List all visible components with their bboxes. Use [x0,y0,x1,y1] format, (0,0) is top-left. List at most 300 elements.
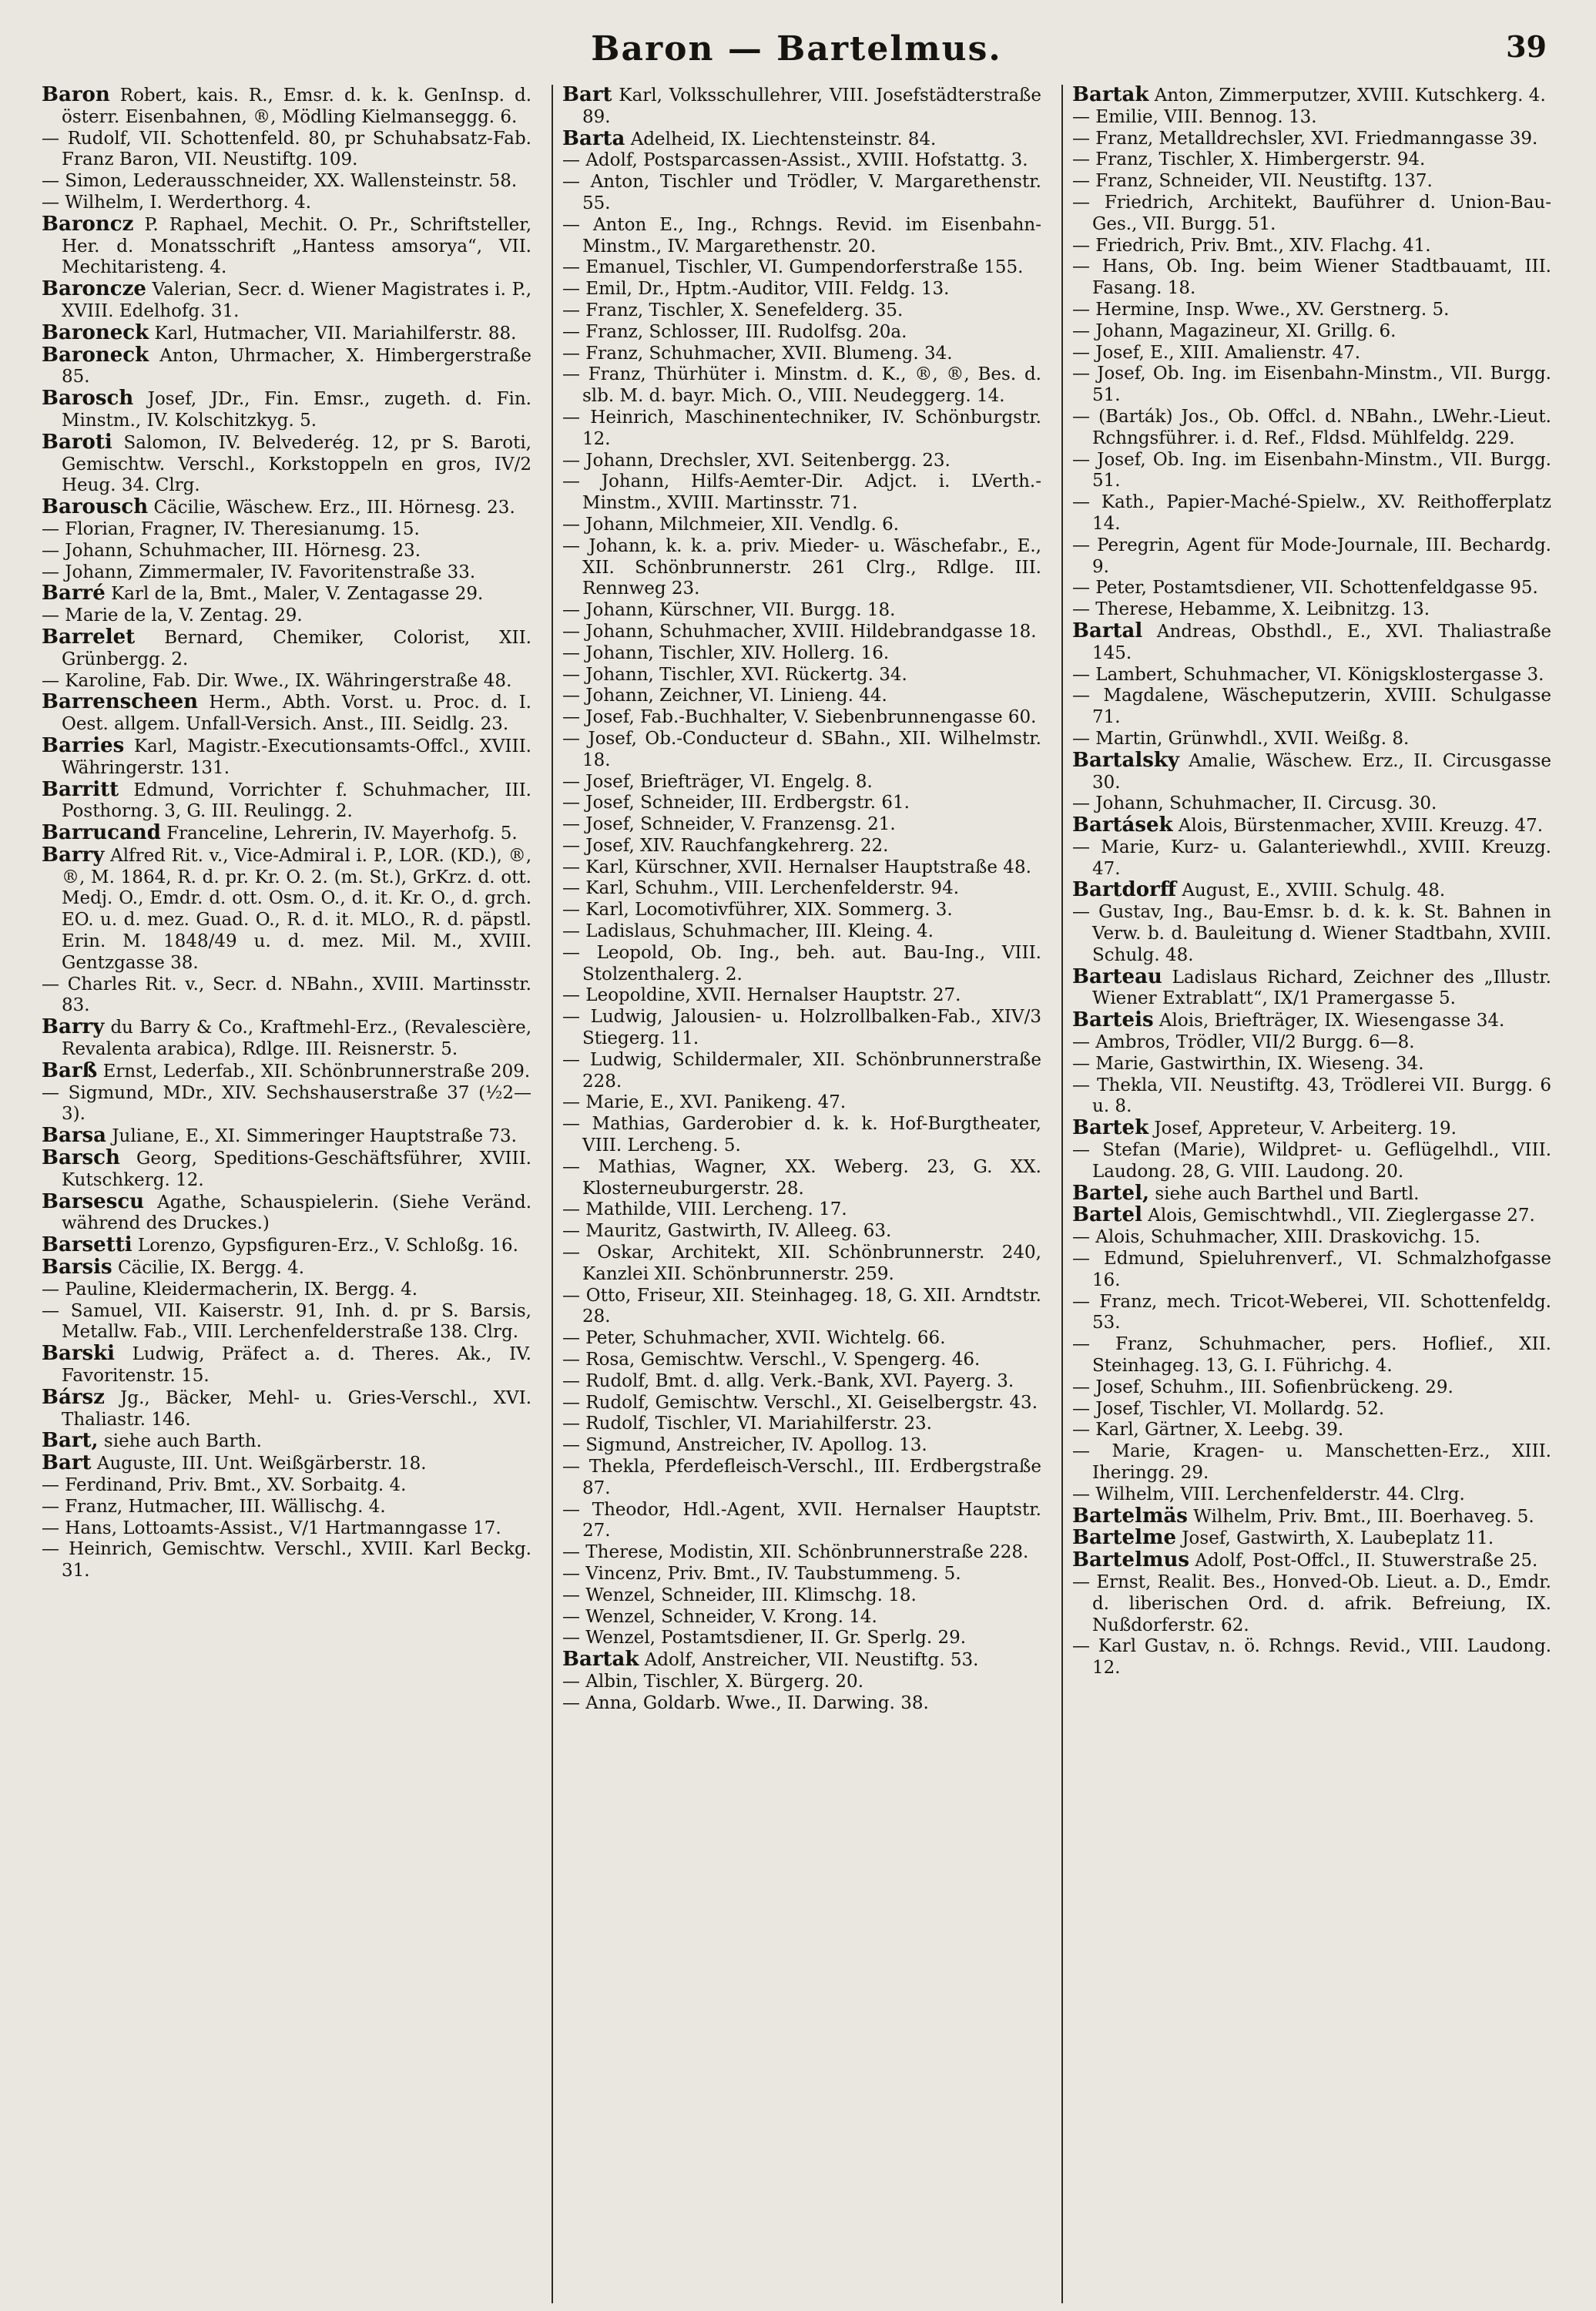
entry-text: — Samuel, VII. Kaiserstr. 91, Inh. d. pr S. Barsis, Metallw. Fab., VIII. Lerchenfelderstraße 138. Clrg. [42,1300,531,1343]
directory-entry [562,344,1041,365]
entry-text: — Charles Rit. v., Secr. d. NBahn., XVIII. Martinsstr. 83. [42,974,531,1016]
directory-entry [1072,964,1551,1011]
entry-surname: Bartel [1072,1203,1142,1227]
directory-entry [562,1585,1041,1607]
entry-text: — Heinrich, Maschinentechniker, IV. Schönburgstr. 12. [562,407,1041,449]
directory-entry [562,1542,1041,1564]
entry-text: — Theodor, Hdl.-Agent, XVII. Hernalser Hauptstr. 27. [562,1499,1041,1541]
entry-text: Franceline, Lehrerin, IV. Mayerhofg. 5. [166,823,518,844]
directory-entry [562,857,1041,879]
entry-text: Herm., Abth. Vorst. u. Proc. d. I. Oest. allgem. Unfall-Versich. Anst., III. Seidlg. 23. [62,693,531,735]
directory-entry [1072,1010,1551,1032]
directory-entry [562,729,1041,772]
directory-entry [562,451,1041,472]
entry-text: — Ludwig, Jalousien- u. Holzrollbalken-Fab., XIV/3 Stiegerg. 11. [562,1007,1041,1049]
directory-entry [1072,535,1551,579]
entry-text: Karl, Volksschullehrer, VIII. Josefstädterstraße 89. [582,86,1041,127]
directory-entry [1072,107,1551,129]
entry-text: Bernard, Chemiker, Colorist, XII. Grünbergg. 2. [62,627,531,669]
entry-text: — Peter, Schuhmacher, XVII. Wichtelg. 66. [562,1328,946,1349]
directory-entry [42,1431,531,1453]
entry-text: — Thekla, VII. Neustiftg. 43, Trödlerei VII. Burgg. 6 u. 8. [1072,1075,1551,1117]
entry-text: — Wilhelm, VIII. Lerchenfelderstr. 44. Clrg. [1072,1484,1465,1504]
entry-surname: Bársz [42,1385,105,1409]
entry-text: — Leopoldine, XVII. Hernalser Hauptstr. 27. [562,985,961,1006]
directory-entry [42,1497,531,1518]
entry-text: Ladislaus Richard, Zeichner des „Illustr. Wiener Extrablatt“, IX/1 Pramergasse 5. [1092,967,1551,1009]
directory-entry [1072,492,1551,535]
entry-text: August, E., XVIII. Schulg. 48. [1182,880,1446,901]
entry-surname: Bartak [1072,85,1149,106]
entry-text: — Emil, Dr., Hptm.-Auditor, VIII. Feldg. 13. [562,279,950,300]
directory-entry [42,1343,531,1387]
directory-entry [562,643,1041,665]
directory-entry [42,562,531,584]
entry-surname: Barsetti [42,1233,132,1257]
entry-text: — Franz, Tischler, X. Senefelderg. 35. [562,300,904,320]
directory-entry [42,1189,531,1236]
entry-text: — Johann, Kürschner, VII. Burgg. 18. [562,600,896,621]
entry-text: — Marie, E., XVI. Panikeng. 47. [562,1092,847,1113]
directory-entry [562,172,1041,215]
directory-entry [562,1050,1041,1093]
directory-entry [42,129,531,172]
entry-surname: Bartel, [1072,1181,1150,1205]
entry-surname: Baroncz [42,212,134,236]
entry-text: — Josef, Schneider, III. Erdbergstr. 61. [562,793,910,813]
directory-entry [1072,321,1551,343]
entry-text: Alois, Bürstenmacher, XVIII. Kreuzg. 47. [1178,816,1544,837]
entry-surname: Barrelet [42,625,136,649]
directory-entry [562,257,1041,279]
directory-entry [42,1539,531,1582]
entry-text: — Wilhelm, I. Werderthorg. 4. [42,192,312,213]
entry-text: — Anton E., Ing., Rchngs. Revid. im Eisenbahn-Minstm., IV. Margarethenstr. 20. [562,214,1041,257]
directory-entry [1072,1506,1551,1528]
entry-text: — Karl, Kürschner, XVII. Hernalser Hauptstraße 48. [562,857,1031,877]
directory-entry [562,814,1041,836]
entry-text: — Marie de la, V. Zentag. 29. [42,605,303,626]
directory-entry [42,823,531,845]
entry-text: — Mathilde, VIII. Lercheng. 17. [562,1199,847,1220]
entry-text: — Hermine, Insp. Wwe., XV. Gerstnerg. 5. [1072,299,1450,320]
directory-entry [562,1564,1041,1585]
entry-text: — Josef, E., XIII. Amalienstr. 47. [1072,342,1361,363]
directory-entry [42,345,531,389]
directory-entry [562,471,1041,515]
directory-entry [42,1125,531,1148]
entry-text: — Karl, Gärtner, X. Leebg. 39. [1072,1420,1344,1441]
entry-surname: Bartal [1072,619,1143,642]
entry-text: — Ladislaus, Schuhmacher, III. Kleing. 4. [562,921,934,942]
entry-surname: Barries [42,733,125,757]
directory-entry [562,215,1041,258]
entry-text: — Josef, Ob.-Conducteur d. SBahn., XII. Wilhelmstr. 18. [562,728,1041,770]
directory-entry [1072,1183,1551,1206]
entry-text: — Johann, Magazineur, XI. Grillg. 6. [1072,320,1396,341]
entry-surname: Barry [42,1015,105,1039]
directory-entry [1072,1572,1551,1636]
entry-text: — Johann, Schuhmacher, II. Circusg. 30. [1072,793,1437,814]
entry-text: Cäcilie, Wäschew. Erz., III. Hörnesg. 23. [153,498,515,518]
entry-text: — Kath., Papier-Maché-Spielw., XV. Reithofferplatz 14. [1072,492,1551,534]
entry-text: — Johann, Schuhmacher, III. Hörnesg. 23. [42,540,421,561]
entry-text: — Ernst, Realit. Bes., Honved-Ob. Lieut. a. D., Emdr. d. liberischen Ord. d. afrik. Befreiung, IX. Nußdorferstr. 62. [1072,1571,1551,1635]
entry-text: — Heinrich, Gemischtw. Verschl., XVIII. Karl Beckg. 31. [42,1539,531,1581]
directory-entry [1072,257,1551,300]
directory-entry [562,836,1041,857]
directory-entry [562,1435,1041,1457]
entry-text: — Hans, Lottoamts-Assist., V/1 Hartmanngasse 17. [42,1518,501,1538]
entry-text: — Josef, Fab.-Buchhalter, V. Siebenbrunnengasse 60. [562,707,1037,728]
entry-text: — Simon, Lederausschneider, XX. Wallensteinstr. 58. [42,171,518,192]
entry-surname: Bart, [42,1429,99,1453]
directory-entry [42,974,531,1018]
directory-entry [562,364,1041,408]
entry-text: — Therese, Modistin, XII. Schönbrunnerstraße 228. [562,1542,1029,1563]
directory-entry [1072,149,1551,171]
entry-text: — Franz, Schlosser, III. Rudolfsg. 20a. [562,321,907,342]
entry-surname: Bartak [562,1648,639,1672]
directory-entry [42,279,531,323]
directory-entry [1072,665,1551,686]
entry-text: — Vincenz, Priv. Bmt., IV. Taubstummeng. 5. [562,1563,961,1584]
entry-text: Robert, kais. R., Emsr. d. k. k. GenInsp. d. österr. Eisenbahnen, ®, Mödling Kielmanseggg. 6. [62,86,531,127]
entry-text: Karl, Magistr.-Executionsamts-Offcl., XVIII. Währingerstr. 131. [62,736,531,778]
directory-entry [1072,1032,1551,1054]
directory-entry [42,214,531,279]
entry-text: — Josef, XIV. Rauchfangkehrerg. 22. [562,835,889,856]
directory-entry [42,1058,531,1083]
entry-text: Anton, Uhrmacher, X. Himbergerstraße 85. [62,345,531,387]
entry-text: — Pauline, Kleidermacherin, IX. Bergg. 4. [42,1279,418,1300]
directory-entry [562,793,1041,814]
entry-text: — Ludwig, Schildermaler, XII. Schönbrunnerstraße 228. [562,1049,1041,1092]
entry-text: — Ambros, Trödler, VII/2 Burgg. 6—8. [1072,1032,1415,1053]
directory-entry [562,1221,1041,1243]
directory-entry [42,671,531,693]
directory-entry [1072,1377,1551,1399]
directory-entry [1072,1249,1551,1292]
entry-text: Adolf, Anstreicher, VII. Neustiftg. 53. [644,1650,979,1671]
entry-surname: Barritt [42,777,119,801]
entry-text: — Josef, Briefträger, VI. Engelg. 8. [562,771,873,792]
directory-entry [562,1350,1041,1371]
page-title: Baron — Bartelmus. [591,29,1002,69]
entry-text: Salomon, IV. Belvederég. 12, pr S. Baroti, Gemischtw. Verschl., Korkstoppeln en gros, IV/2 Heug. 34. Clrg. [62,432,531,496]
entry-text: — Mathias, Garderobier d. k. k. Hof-Burgtheater, VIII. Lercheng. 5. [562,1114,1041,1156]
entry-text: — Sigmund, MDr., XIV. Sechshauserstraße 37 (½2—3). [42,1082,531,1125]
directory-entry [42,1257,531,1280]
entry-text: — Anton, Tischler und Trödler, V. Margarethenstr. 55. [562,172,1041,213]
directory-entry [562,921,1041,943]
entry-text: — Josef, Schneider, V. Franzensg. 21. [562,814,896,835]
directory-entry [562,985,1041,1007]
directory-entry [562,408,1041,451]
directory-entry [562,1500,1041,1543]
entry-text: — Johann, Schuhmacher, XVIII. Hildebrandgasse 18. [562,621,1037,642]
entry-text: — Franz, Hutmacher, III. Wällischg. 4. [42,1496,386,1517]
directory-entry [562,1693,1041,1715]
directory-entry [562,1457,1041,1500]
directory-entry [562,1628,1041,1649]
directory-entry [42,1083,531,1126]
entry-surname: Barosch [42,387,134,411]
entry-text: — Johann, Hilfs-Aemter-Dir. Adjct. i. LVerth.-Minstm., XVIII. Martinsstr. 71. [562,471,1041,514]
directory-entry [42,605,531,627]
entry-surname: Barta [562,126,625,150]
entry-text: — Therese, Hebamme, X. Leibnitzg. 13. [1072,599,1430,620]
entry-surname: Barsch [42,1146,120,1170]
directory-entry [1072,1636,1551,1679]
entry-text: — Emanuel, Tischler, VI. Gumpendorferstraße 155. [562,257,1024,278]
directory-entry [42,1301,531,1344]
directory-entry [562,322,1041,344]
entry-surname: Baroti [42,430,112,454]
entry-text: — Hans, Ob. Ing. beim Wiener Stadtbauamt, III. Fasang. 18. [1072,257,1551,299]
directory-entry [1072,1550,1551,1572]
directory-entry [1072,407,1551,450]
page-header [42,26,1551,72]
entry-text: — Marie, Kragen- u. Manschetten-Erz., XIII. Iheringg. 29. [1072,1441,1551,1483]
entry-text: — Emilie, VIII. Bennog. 13. [1072,106,1317,127]
entry-text: Adolf, Post-Offcl., II. Stuwerstraße 25. [1195,1551,1538,1571]
entry-text: — Johann, Zimmermaler, IV. Favoritenstraße 33. [42,562,476,582]
entry-surname: Bartelmus [1072,1548,1190,1572]
directory-entry [562,300,1041,322]
entry-text: — Ferdinand, Priv. Bmt., XV. Sorbaitg. 4. [42,1475,407,1495]
directory-entry [562,900,1041,921]
entry-text: Amalie, Wäschew. Erz., II. Circusgasse 30. [1092,750,1551,793]
directory-entry [42,845,531,974]
directory-entry [1072,1227,1551,1249]
entry-text: — Albin, Tischler, X. Bürgerg. 20. [562,1671,863,1692]
directory-entry [1072,1420,1551,1441]
directory-entry [562,707,1041,729]
entry-surname: Barteau [1072,964,1162,988]
directory-entry [562,1371,1041,1393]
entry-text: — Franz, Thürhüter i. Minstm. d. K., ®, ®, Bes. d. slb. M. d. bayr. Mich. O., VIII. Neudeggerg. 14. [562,364,1041,407]
entry-surname: Barsescu [42,1189,145,1213]
entry-text: — Franz, Schuhmacher, XVII. Blumeng. 34. [562,343,953,364]
directory-entry [1072,1528,1551,1550]
entry-text: — Wenzel, Schneider, III. Klimschg. 18. [562,1585,917,1605]
directory-entry [42,1387,531,1431]
directory-entry [1072,815,1551,837]
entry-text: — Karoline, Fab. Dir. Wwe., IX. Währingerstraße 48. [42,670,512,691]
page-number: 39 [1506,29,1547,64]
directory-entry [1072,880,1551,902]
column-middle [552,85,1041,2303]
entry-text: — Josef, Tischler, VI. Mollardg. 52. [1072,1398,1385,1419]
entry-text: — Josef, Schuhm., III. Sofienbrückeng. 29. [1072,1377,1454,1397]
entry-text: Anton, Zimmerputzer, XVIII. Kutschkerg. 4. [1154,86,1546,106]
directory-entry [1072,236,1551,257]
entry-text: — Gustav, Ing., Bau-Emsr. b. d. k. k. St. Bahnen in Verw. b. d. Bauleitung d. Wiener Stadtbahn, XVIII. Schulg. 48. [1072,902,1551,965]
directory-entry [562,1007,1041,1050]
entry-text: — Friedrich, Architekt, Bauführer d. Union-Bau-Ges., VII. Burgg. 51. [1072,192,1551,234]
directory-entry [42,692,531,736]
directory-entry [1072,1054,1551,1075]
entry-text: — Rosa, Gemischtw. Verschl., V. Spengerg. 46. [562,1350,981,1370]
directory-entry [1072,1205,1551,1227]
directory-entry [562,686,1041,707]
directory-entry [562,772,1041,793]
directory-entry [42,583,531,605]
directory-entry [42,432,531,497]
directory-entry [42,1148,531,1192]
directory-entry [562,279,1041,300]
directory-entry [562,622,1041,643]
directory-entry [1072,1334,1551,1377]
entry-text: Josef, Gastwirth, X. Laubeplatz 11. [1182,1528,1494,1549]
entry-text: Georg, Speditions-Geschäftsführer, XVIII. Kutschkerg. 12. [62,1149,531,1190]
entry-text: — Rudolf, Tischler, VI. Mariahilferstr. 23. [562,1414,932,1434]
entry-surname: Bartalsky [1072,748,1180,772]
directory-entry [42,171,531,193]
entry-text: — Johann, Drechsler, XVI. Seitenbergg. 23. [562,450,951,471]
entry-surname: Barß [42,1058,98,1082]
entry-surname: Bartdorff [1072,878,1177,902]
entry-text: — Wenzel, Schneider, V. Krong. 14. [562,1606,877,1627]
entry-text: Agathe, Schauspielerin. (Siehe Veränd. während des Druckes.) [62,1192,531,1234]
entry-text: — Leopold, Ob. Ing., beh. aut. Bau-Ing., VIII. Stolzenthalerg. 2. [562,942,1041,984]
directory-entry [1072,343,1551,364]
entry-surname: Barsis [42,1256,112,1280]
entry-text: — Sigmund, Anstreicher, IV. Apollog. 13. [562,1435,927,1456]
entry-text: — Alois, Schuhmacher, XIII. Draskovichg. 15. [1072,1227,1480,1248]
entry-text: — Franz, Schuhmacher, pers. Hoflief., XII. Steinhageg. 13, G. I. Führichg. 4. [1072,1334,1551,1377]
entry-surname: Barrenscheen [42,690,199,714]
entry-text: — Marie, Kurz- u. Galanteriewhdl., XVIII. Kreuzg. 47. [1072,837,1551,879]
directory-entry [42,777,531,823]
directory-entry [42,1280,531,1301]
directory-entry [42,733,531,780]
entry-text: du Barry & Co., Kraftmehl-Erz., (Revalescière, Revalenta arabica), Rdlge. III. Reisnerstr. 5. [62,1018,531,1060]
directory-entry [1072,621,1551,665]
entry-text: — Franz, mech. Tricot-Weberei, VII. Schottenfeldg. 53. [1072,1291,1551,1333]
entry-text: — Mathias, Wagner, XX. Weberg. 23, G. XX. Klosterneuburgerstr. 28. [562,1156,1041,1199]
entry-surname: Bartek [1072,1116,1149,1140]
entry-text: — Rudolf, Gemischtw. Verschl., XI. Geiselbergstr. 43. [562,1392,1038,1413]
directory-entry [1072,1441,1551,1484]
entry-text: — Peregrin, Agent für Mode-Journale, III. Bechardg. 9. [1072,535,1551,577]
entry-text: Karl de la, Bmt., Maler, V. Zentagasse 29. [111,584,484,605]
entry-text: Adelheid, IX. Liechtensteinstr. 84. [630,129,937,149]
entry-text: — Josef, Ob. Ing. im Eisenbahn-Minstm., VII. Burgg. 51. [1072,364,1551,406]
entry-text: — Karl Gustav, n. ö. Rchngs. Revid., VIII. Laudong. 12. [1072,1636,1551,1679]
entry-surname: Baroneck [42,343,149,367]
directory-entry [1072,193,1551,236]
directory-entry [562,1414,1041,1435]
entry-text: — Franz, Tischler, X. Himbergerstr. 94. [1072,149,1426,170]
entry-text: — Josef, Ob. Ing. im Eisenbahn-Minstm., VII. Burgg. 51. [1072,449,1551,491]
entry-surname: Bart [562,85,612,106]
directory-entry [562,665,1041,686]
entry-text: — Karl, Schuhm., VIII. Lerchenfelderstr. 94. [562,878,960,899]
entry-text: Edmund, Vorrichter f. Schuhmacher, III. Posthorng. 3, G. III. Reulingg. 2. [62,780,531,822]
directory-entry [562,1672,1041,1693]
entry-surname: Baroneck [42,320,149,344]
entry-surname: Baroncze [42,277,146,301]
entry-surname: Barré [42,582,106,605]
entry-text: — Thekla, Pferdefleisch-Verschl., III. Erdbergstraße 87. [562,1457,1041,1498]
entry-text: — Magdalene, Wäscheputzerin, XVIII. Schulgasse 71. [1072,686,1551,728]
entry-text: — Lambert, Schuhmacher, VI. Königsklostergasse 3. [1072,664,1544,685]
entry-surname: Barrucand [42,821,161,845]
entry-text: siehe auch Barthel und Bartl. [1155,1183,1420,1204]
directory-entry [1072,364,1551,407]
entry-text: Alois, Gemischtwhdl., VII. Zieglergasse 27. [1148,1206,1535,1226]
directory-entry [1072,300,1551,321]
entry-text: — Franz, Metalldrechsler, XVI. Friedmanngasse 39. [1072,128,1538,149]
entry-text: — Adolf, Postsparcassen-Assist., XVIII. Hofstattg. 3. [562,150,1028,171]
entry-surname: Barsa [42,1124,107,1148]
directory-entry [42,1475,531,1497]
entry-text: Andreas, Obsthdl., E., XVI. Thaliastraße 145. [1092,621,1551,663]
entry-surname: Barousch [42,495,149,519]
entry-text: — Peter, Postamtsdiener, VII. Schottenfeldgasse 95. [1072,578,1538,599]
directory-entry [562,1157,1041,1200]
directory-entry [562,85,1041,129]
directory-entry [562,1328,1041,1350]
directory-entry [1072,837,1551,880]
entry-text: — Friedrich, Priv. Bmt., XIV. Flachg. 41. [1072,235,1431,256]
directory-entry [42,1017,531,1061]
entry-text: — Otto, Friseur, XII. Steinhageg. 18, G. XII. Arndtstr. 28. [562,1285,1041,1327]
entry-text: — Franz, Schneider, VII. Neustiftg. 137. [1072,171,1433,192]
entry-text: Jg., Bäcker, Mehl- u. Gries-Verschl., XVI. Thaliastr. 146. [62,1387,531,1430]
directory-entry [42,388,531,432]
directory-entry [1072,686,1551,729]
entry-text: — Edmund, Spieluhrenverf., VI. Schmalzhofgasse 16. [1072,1249,1551,1290]
directory-entry [1072,1399,1551,1420]
directory-entry [42,541,531,562]
entry-text: — Martin, Grünwhdl., XVII. Weißg. 8. [1072,728,1410,749]
entry-text: Auguste, III. Unt. Weißgärberstr. 18. [96,1454,427,1474]
entry-text: — Stefan (Marie), Wildpret- u. Geflügelhdl., VIII. Laudong. 28, G. VIII. Laudong. 20. [1072,1140,1551,1182]
entry-text: — Rudolf, Bmt. d. allg. Verk.-Bank, XVI. Payerg. 3. [562,1370,1014,1391]
directory-columns [42,85,1551,2303]
directory-entry [562,1607,1041,1628]
directory-entry [562,515,1041,536]
entry-surname: Bartelmäs [1072,1504,1188,1528]
entry-text: Karl, Hutmacher, VII. Mariahilferstr. 88. [154,323,517,344]
directory-entry [42,627,531,671]
directory-entry [42,519,531,541]
entry-text: Alois, Briefträger, IX. Wiesengasse 34. [1158,1011,1505,1031]
directory-entry [1072,578,1551,599]
entry-text: — Johann, Milchmeier, XII. Vendlg. 6. [562,514,900,535]
directory-entry [1072,1140,1551,1183]
entry-surname: Barteis [1072,1008,1154,1032]
entry-text: Wilhelm, Priv. Bmt., III. Boerhaveg. 5. [1193,1506,1534,1527]
directory-entry [562,1286,1041,1329]
directory-entry [562,1243,1041,1286]
entry-text: — Johann, Tischler, XVI. Rückertg. 34. [562,664,907,685]
directory-entry [1072,793,1551,815]
entry-text: Cäcilie, IX. Bergg. 4. [118,1258,305,1279]
directory-entry [562,1092,1041,1114]
entry-text: — Anna, Goldarb. Wwe., II. Darwing. 38. [562,1692,929,1713]
column-right [1061,85,1551,2303]
directory-entry [42,1453,531,1475]
entry-text: — Rudolf, VII. Schottenfeld. 80, pr Schuhabsatz-Fab. Franz Baron, VII. Neustiftg. 109. [42,128,531,170]
directory-entry [42,1518,531,1540]
entry-text: Lorenzo, Gypsfiguren-Erz., V. Schloßg. 16. [137,1236,518,1256]
entry-text: Ludwig, Präfect a. d. Theres. Ak., IV. Favoritenstr. 15. [62,1344,531,1387]
entry-text: — Mauritz, Gastwirth, IV. Alleeg. 63. [562,1221,892,1242]
